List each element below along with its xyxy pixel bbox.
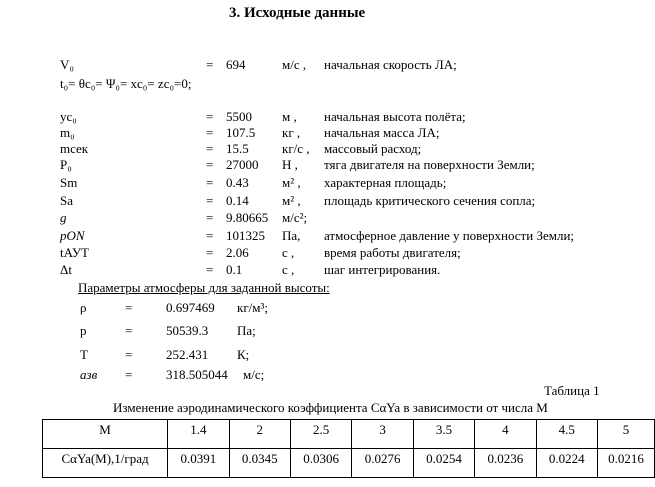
param-value: 15.5: [226, 141, 249, 156]
atmosphere-header: Параметры атмосферы для заданной высоты:: [78, 280, 330, 295]
table-cell: 0.0216: [598, 449, 655, 478]
table-cell: 0.0254: [413, 449, 474, 478]
table-header-cell: 4.5: [536, 420, 597, 449]
param-name: Sa: [60, 193, 73, 208]
param-name: Δt: [60, 262, 72, 277]
param-eq: =: [206, 109, 214, 124]
param-unit: Па,: [282, 228, 301, 243]
param-desc: характерная площадь;: [324, 175, 447, 190]
param-value: 9.80665: [226, 210, 269, 225]
table-cell: CαYa(M),1/град: [43, 449, 168, 478]
table-caption: Изменение аэродинамического коэффициента CαYa в зависимости от числа М: [113, 400, 548, 415]
atmo-eq: =: [125, 300, 133, 315]
coefficient-table: [42, 419, 655, 478]
param-unit: м/с²;: [282, 210, 308, 225]
atmo-unit: кг/м³;: [237, 300, 268, 315]
param-eq: =: [206, 157, 214, 172]
atmo-value: 0.697469: [166, 300, 215, 315]
param-eq: =: [206, 57, 214, 72]
param-desc: массовый расход;: [324, 141, 422, 156]
atmo-eq: =: [125, 323, 133, 338]
param-eq: =: [206, 262, 214, 277]
param-unit: кг ,: [282, 125, 301, 140]
param-value: 5500: [226, 109, 252, 124]
param-unit: м ,: [282, 109, 297, 124]
param-desc: тяга двигателя на поверхности Земли;: [324, 157, 535, 172]
param-unit: м² ,: [282, 175, 301, 190]
table-cell: 0.0276: [352, 449, 413, 478]
param-name: Sm: [60, 175, 78, 190]
param-unit: кг/с ,: [282, 141, 310, 156]
table-cell: 0.0236: [475, 449, 536, 478]
atmo-unit: Па;: [237, 323, 256, 338]
param-eq: =: [206, 228, 214, 243]
atmo-eq: =: [125, 367, 133, 382]
table-cell: 0.0306: [290, 449, 351, 478]
table-header-cell: 2: [229, 420, 290, 449]
atmo-value: 252.431: [166, 347, 209, 362]
param-value: 2.06: [226, 245, 249, 260]
atmo-value: 50539.3: [166, 323, 209, 338]
param-desc: начальная скорость ЛА;: [324, 57, 457, 72]
param-value: 694: [226, 57, 246, 72]
table-label: Таблица 1: [544, 383, 600, 398]
table-header-cell: 2.5: [290, 420, 351, 449]
param-name: tАУТ: [60, 245, 90, 260]
atmo-unit: К;: [237, 347, 250, 362]
atmo-name: T: [80, 347, 88, 362]
param-value: 0.1: [226, 262, 243, 277]
param-desc: начальная масса ЛА;: [324, 125, 440, 140]
table-header-cell: 1.4: [168, 420, 229, 449]
table-cell: 0.0345: [229, 449, 290, 478]
param-unit: м² ,: [282, 193, 301, 208]
atmo-name: aзв: [80, 367, 98, 382]
param-eq: =: [206, 210, 214, 225]
param-name: P₀: [60, 157, 72, 172]
atmo-value: 318.505044: [166, 367, 228, 382]
param-value: 107.5: [226, 125, 256, 140]
param-eq: =: [206, 193, 214, 208]
param-desc: площадь критического сечения сопла;: [324, 193, 536, 208]
table-row: [43, 449, 655, 478]
param-value: 101325: [226, 228, 265, 243]
param-unit: с ,: [282, 262, 295, 277]
table-header-cell: 4: [475, 420, 536, 449]
param-eq: =: [206, 125, 214, 140]
initial-conditions: t₀= θc₀= Ψ₀= xc₀= zc₀=0;: [60, 76, 192, 91]
param-desc: шаг интегрирования.: [324, 262, 441, 277]
param-value: 27000: [226, 157, 259, 172]
atmo-name: ρ: [80, 300, 87, 315]
atmo-eq: =: [125, 347, 133, 362]
param-desc: атмосферное давление у поверхности Земли;: [324, 228, 575, 243]
table-header-cell: 5: [598, 420, 655, 449]
param-eq: =: [206, 175, 214, 190]
param-value: 0.14: [226, 193, 249, 208]
param-name: V₀: [60, 57, 74, 72]
param-value: 0.43: [226, 175, 249, 190]
table-header-row: [43, 420, 655, 449]
param-unit: с ,: [282, 245, 295, 260]
param-name: g: [60, 210, 67, 225]
param-unit: м/с ,: [282, 57, 307, 72]
table-cell: 0.0224: [536, 449, 597, 478]
table-cell: 0.0391: [168, 449, 229, 478]
param-name: mсек: [60, 141, 89, 156]
param-eq: =: [206, 141, 214, 156]
param-name: pON: [60, 228, 85, 243]
table-header-cell: 3.5: [413, 420, 474, 449]
table-header-cell: М: [43, 420, 168, 449]
atmo-unit: м/с;: [243, 367, 265, 382]
param-unit: Н ,: [282, 157, 298, 172]
table-header-cell: 3: [352, 420, 413, 449]
param-name: m₀: [60, 125, 75, 140]
param-name: yc₀: [60, 109, 77, 124]
param-desc: начальная высота полёта;: [324, 109, 466, 124]
param-desc: время работы двигателя;: [324, 245, 461, 260]
page-title: 3. Исходные данные: [229, 5, 366, 21]
param-eq: =: [206, 245, 214, 260]
atmo-name: p: [80, 323, 87, 338]
